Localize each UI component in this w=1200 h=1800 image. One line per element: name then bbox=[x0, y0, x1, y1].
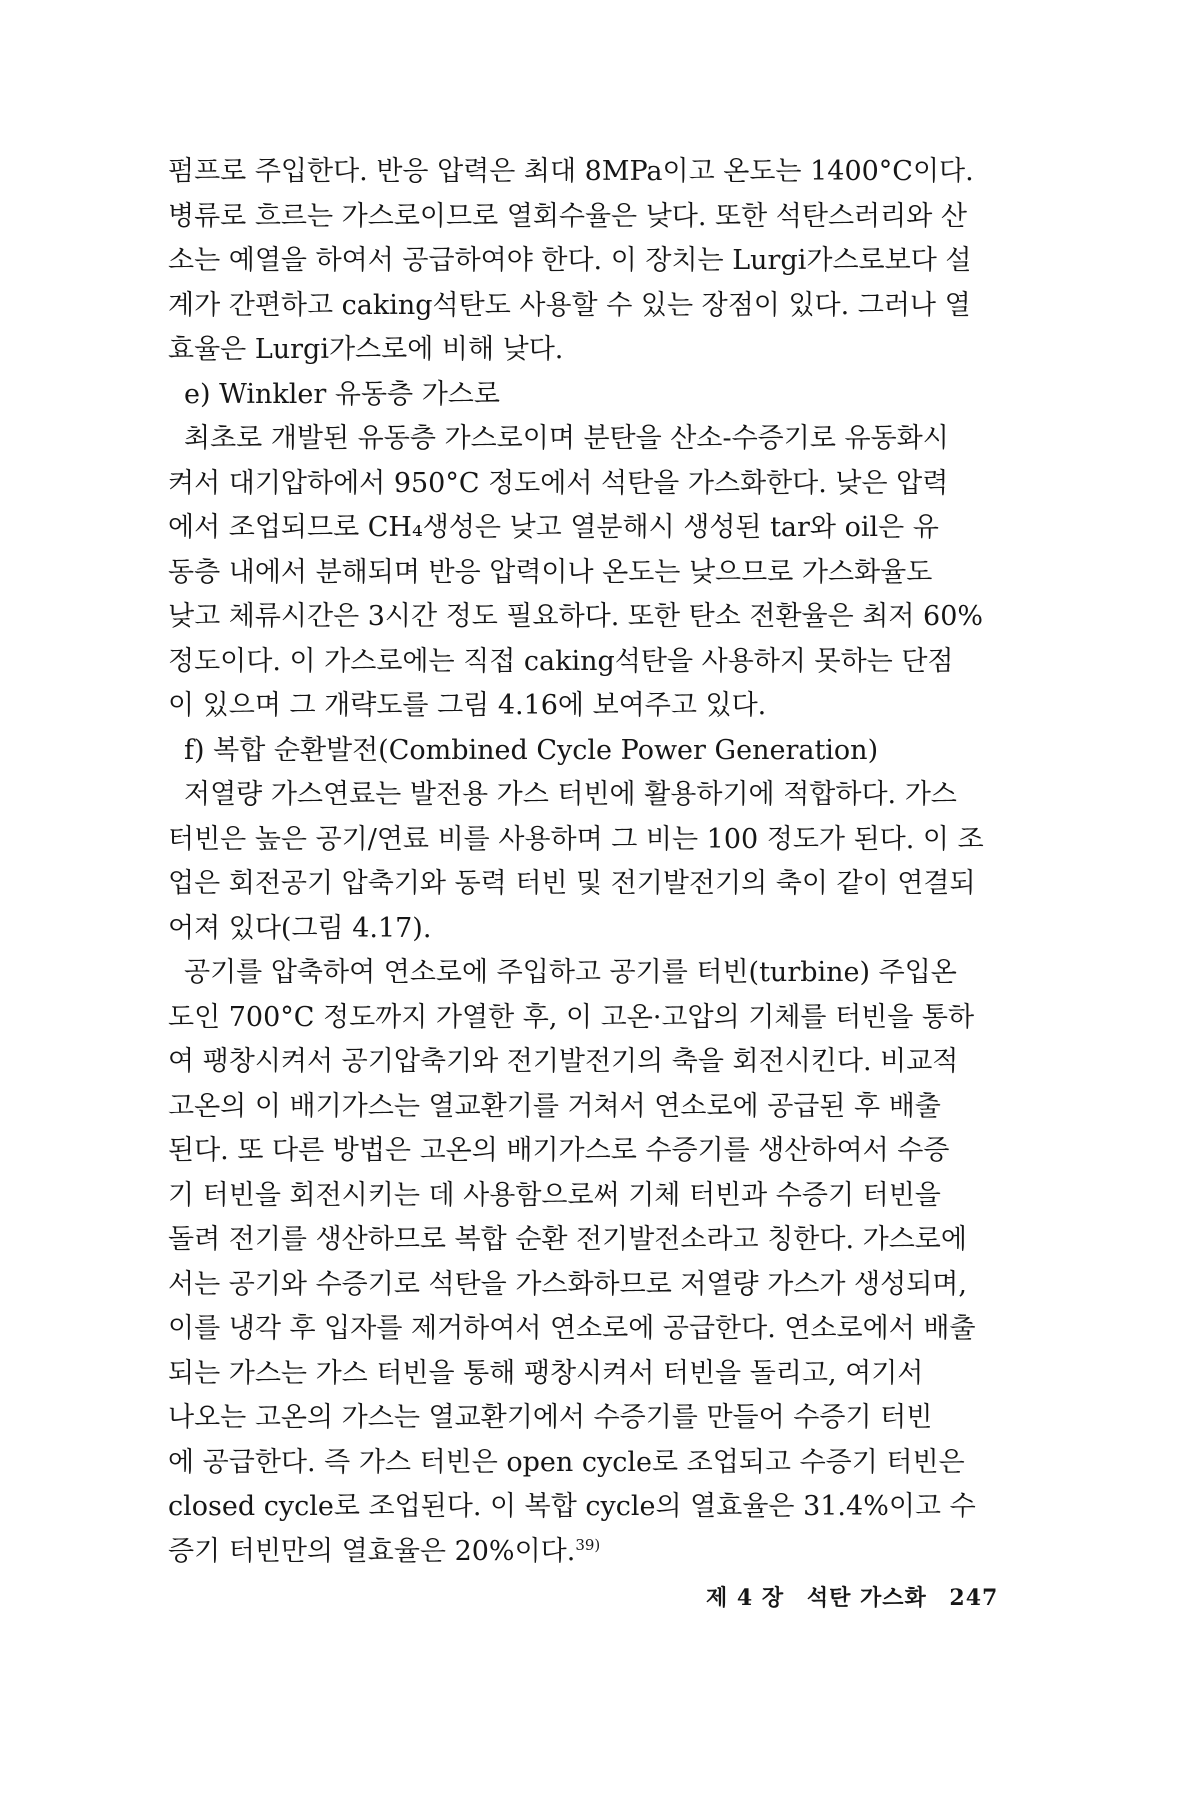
text-line: 공기를 압축하여 연소로에 주입하고 공기를 터빈(turbine) 주입온 bbox=[184, 957, 957, 988]
text-line: 켜서 대기압하에서 950°C 정도에서 석탄을 가스화한다. 낮은 압력 bbox=[168, 467, 949, 499]
text-line: 터빈은 높은 공기/연료 비를 사용하며 그 비는 100 정도가 된다. 이 조 bbox=[168, 823, 984, 855]
reference-superscript: 39) bbox=[575, 1535, 601, 1554]
text-line: 이를 냉각 후 입자를 제거하여서 연소로에 공급한다. 연소로에서 배출 bbox=[168, 1313, 976, 1344]
text-line: 에서 조업되므로 CH₄생성은 낮고 열분해시 생성된 tar와 oil은 유 bbox=[168, 512, 939, 543]
footer-section-title: 석탄 가스화 bbox=[806, 1585, 927, 1611]
text-line: 소는 예열을 하여서 공급하여야 한다. 이 장치는 Lurgi가스로보다 설 bbox=[168, 245, 972, 276]
section-heading-winkler: e) Winkler 유동층 가스로 bbox=[184, 378, 500, 410]
paragraph-winkler bbox=[168, 417, 1048, 729]
text-line: 도인 700°C 정도까지 가열한 후, 이 고온·고압의 기체를 터빈을 통하 bbox=[168, 1001, 975, 1033]
paragraph-lurgi-comparison bbox=[168, 150, 1048, 373]
text-line: 돌려 전기를 생산하므로 복합 순환 전기발전소라고 칭한다. 가스로에 bbox=[168, 1224, 967, 1255]
text-line: 펌프로 주입한다. 반응 압력은 최대 8MPa이고 온도는 1400°C이다. bbox=[168, 156, 974, 187]
paragraph-gas-turbine bbox=[168, 773, 1048, 951]
text-line: 병류로 흐르는 가스로이므로 열회수율은 낮다. 또한 석탄스러리와 산 bbox=[168, 200, 967, 232]
text-line: 되는 가스는 가스 터빈을 통해 팽창시켜서 터빈을 돌리고, 여기서 bbox=[168, 1357, 924, 1389]
text-line: closed cycle로 조업된다. 이 복합 cycle의 열효율은 31.4%이고 수 bbox=[168, 1491, 976, 1522]
text-line: 된다. 또 다른 방법은 고온의 배기가스로 수증기를 생산하여서 수증 bbox=[168, 1135, 950, 1166]
text-line: 어져 있다(그림 4.17). bbox=[168, 912, 432, 944]
text-line: 업은 회전공기 압축기와 동력 터빈 및 전기발전기의 축이 같이 연결되 bbox=[168, 868, 976, 899]
text-line: 고온의 이 배기가스는 열교환기를 거쳐서 연소로에 공급된 후 배출 bbox=[168, 1090, 941, 1122]
page-number: 247 bbox=[949, 1585, 999, 1611]
text-line: 서는 공기와 수증기로 석탄을 가스화하므로 저열량 가스가 생성되며, bbox=[168, 1268, 967, 1300]
text-line-last bbox=[168, 1530, 1048, 1575]
text-line: 계가 간편하고 caking석탄도 사용할 수 있는 장점이 있다. 그러나 열 bbox=[168, 289, 971, 321]
text-line: 기 터빈을 회전시키는 데 사용함으로써 기체 터빈과 수증기 터빈을 bbox=[168, 1179, 941, 1211]
text-line: 이 있으며 그 개략도를 그림 4.16에 보여주고 있다. bbox=[168, 690, 767, 721]
paragraph-combined-cycle-process bbox=[168, 951, 1048, 1574]
text-line: 정도이다. 이 가스로에는 직접 caking석탄을 사용하지 못하는 단점 bbox=[168, 645, 954, 677]
page-footer bbox=[706, 1581, 1012, 1612]
text-line: 효율은 Lurgi가스로에 비해 낮다. bbox=[168, 334, 564, 365]
text-line: 저열량 가스연료는 발전용 가스 터빈에 활용하기에 적합하다. 가스 bbox=[184, 779, 957, 810]
text-line: 최초로 개발된 유동층 가스로이며 분탄을 산소-수증기로 유동화시 bbox=[184, 423, 949, 454]
footer-chapter: 제 4 장 bbox=[706, 1585, 785, 1611]
text-line: 에 공급한다. 즉 가스 터빈은 open cycle로 조업되고 수증기 터빈은 bbox=[168, 1446, 965, 1478]
text-line: 여 팽창시켜서 공기압축기와 전기발전기의 축을 회전시킨다. 비교적 bbox=[168, 1046, 959, 1077]
text-line-content: 증기 터빈만의 열효율은 20%이다. bbox=[168, 1535, 576, 1567]
section-heading-combined-cycle: f) 복합 순환발전(Combined Cycle Power Generation) bbox=[184, 734, 879, 766]
page-body bbox=[168, 150, 1048, 1650]
text-line: 동층 내에서 분해되며 반응 압력이나 온도는 낮으므로 가스화율도 bbox=[168, 556, 933, 588]
text-line: 나오는 고온의 가스는 열교환기에서 수증기를 만들어 수증기 터빈 bbox=[168, 1402, 933, 1433]
text-line: 낮고 체류시간은 3시간 정도 필요하다. 또한 탄소 전환율은 최저 60% bbox=[168, 601, 984, 632]
